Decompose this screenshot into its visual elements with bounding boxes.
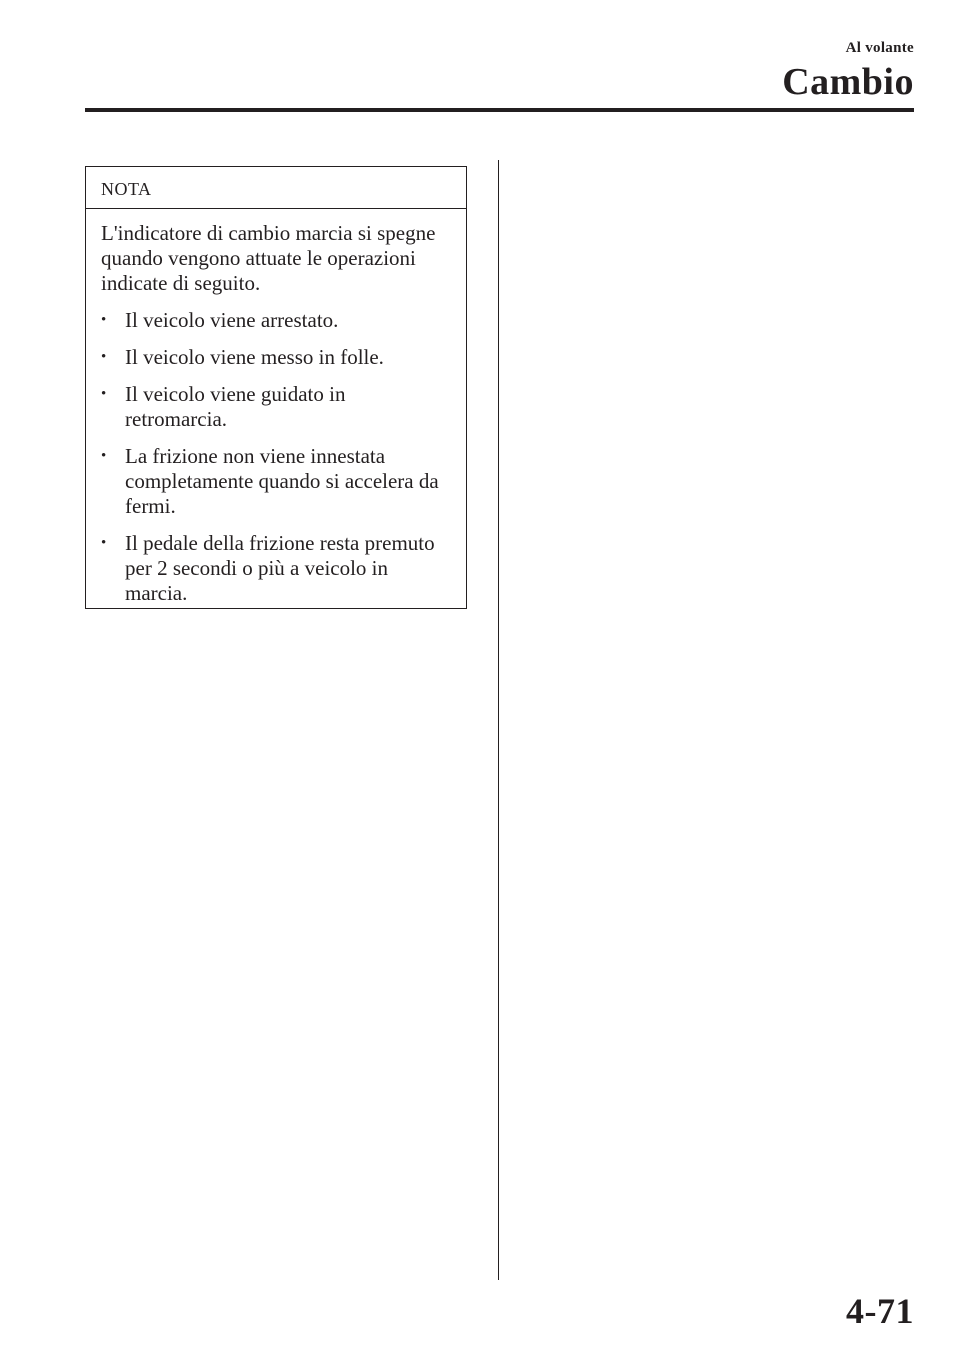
list-item-text: Il veicolo viene messo in folle. [125,345,384,369]
list-item [101,444,448,519]
list-item [101,531,448,606]
list-item [101,308,448,333]
list-item [101,345,448,370]
bullet-icon: • [101,349,107,365]
bullet-icon: • [101,386,107,402]
bullet-icon: • [101,312,107,328]
page-title: Cambio [782,61,914,103]
note-body [86,209,466,606]
page-number: 4-71 [846,1291,914,1331]
header-section-label: Al volante [845,40,914,56]
column-divider [498,160,499,1280]
list-item-text: La frizione non viene innestata completamente quando si accelera da fermi. [125,444,439,518]
list-item-text: Il veicolo viene arrestato. [125,308,339,332]
bullet-icon: • [101,448,107,464]
bullet-icon: • [101,535,107,551]
list-item-text: Il veicolo viene guidato in retromarcia. [125,382,346,431]
list-item [101,382,448,432]
note-heading: NOTA [86,167,466,209]
note-box [85,166,467,609]
note-bullet-list [101,308,448,606]
list-item-text: Il pedale della frizione resta premuto per 2 secondi o più a veicolo in marcia. [125,531,435,605]
header-rule [85,108,914,112]
note-intro: L'indicatore di cambio marcia si spegne quando vengono attuate le operazioni indicate di seguito. [101,221,436,295]
